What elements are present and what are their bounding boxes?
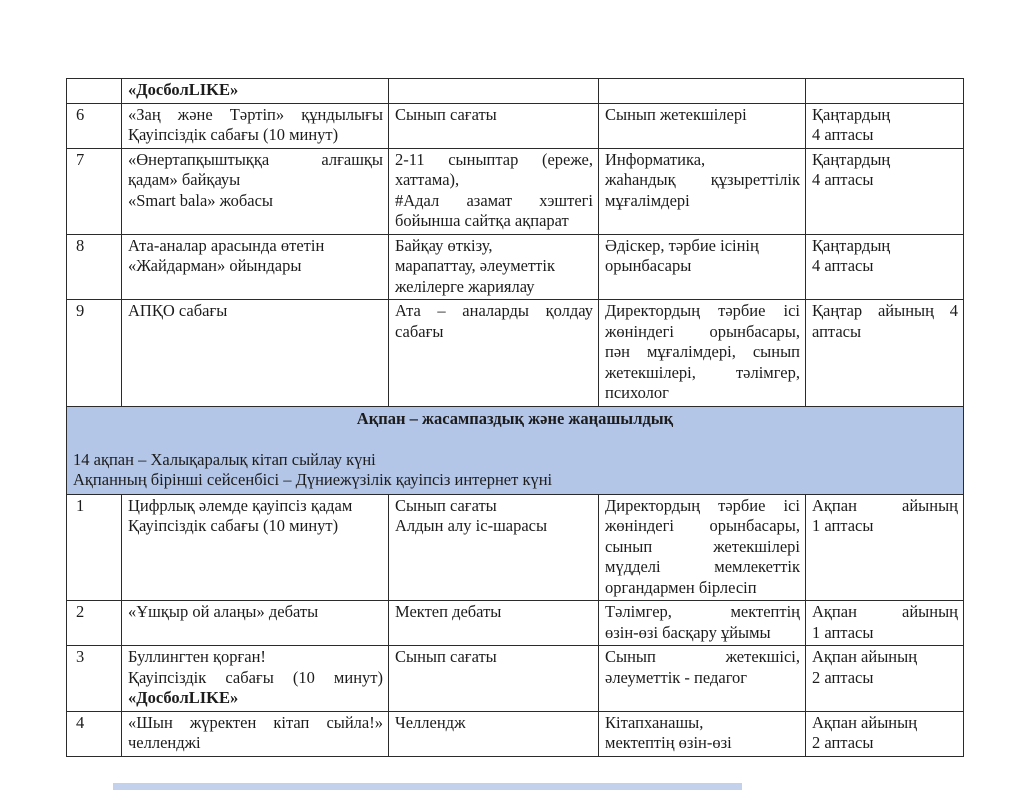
plan-table-body	[67, 79, 964, 757]
cell-line: 2-11 сыныптар (ереже,	[395, 149, 593, 169]
cell-line: «Заң және Тәртіп» құндылығы	[128, 104, 383, 124]
cell-line: «Шын жүректен кітап сыйла!»	[128, 712, 383, 732]
cell-line: әлеуметтік - педагог	[605, 667, 748, 687]
table-row	[67, 494, 964, 601]
cell-line: 1 аптасы	[812, 622, 874, 642]
cell-line: сынып жетекшілері	[605, 536, 800, 556]
cell-line: орынбасары	[605, 256, 692, 275]
cell-line: «Ұшқыр ой алаңы» дебаты	[128, 602, 319, 621]
cell-timing	[806, 711, 964, 756]
section-blank-line	[73, 429, 957, 450]
cell-responsible	[599, 234, 806, 300]
cell-responsible	[599, 103, 806, 148]
cell-number: 7	[67, 148, 122, 234]
table-row	[67, 103, 964, 148]
cell-line: Қаңтар айының 4	[812, 301, 958, 320]
cell-line: 4 аптасы	[812, 256, 874, 275]
cell-line: Кітапханашы,	[605, 712, 704, 732]
cell-number: 6	[67, 103, 122, 148]
cell-line: жетекшілері, тәлімгер,	[605, 362, 800, 382]
table-row	[67, 300, 964, 407]
cell-timing	[806, 148, 964, 234]
cell-line: мектептің өзін-өзі	[605, 733, 732, 752]
cell-line: Челлендж	[395, 712, 466, 732]
section-title: Ақпан – жасампаздық және жаңашылдық	[356, 408, 674, 428]
cell-line: «ДосболLIKE»	[128, 688, 239, 707]
cell-format	[389, 79, 599, 104]
cell-timing	[806, 601, 964, 646]
table-row	[67, 234, 964, 300]
cell-line: Байқау өткізу,	[395, 235, 493, 255]
cell-line: Алдын алу іс-шарасы	[395, 516, 548, 535]
cell-responsible	[599, 646, 806, 712]
cell-line: Қаңтардың	[812, 149, 891, 169]
table-row	[67, 646, 964, 712]
plan-table	[66, 78, 964, 757]
cell-line: мүдделі мемлекеттік	[605, 557, 800, 576]
cell-responsible	[599, 711, 806, 756]
cell-format	[389, 300, 599, 407]
cell-line: өзін-өзі басқару ұйымы	[605, 622, 771, 642]
cell-line: жаһандық құзыреттілік	[605, 170, 800, 189]
cell-number: 2	[67, 601, 122, 646]
cell-line: Сынып сағаты	[395, 104, 497, 124]
cell-line: қадам» байқауы	[128, 170, 241, 189]
cell-line: Қауіпсіздік сабағы (10 минут)	[128, 667, 383, 687]
cell-format	[389, 234, 599, 300]
cell-format	[389, 494, 599, 601]
table-row	[67, 79, 964, 104]
table-row	[67, 148, 964, 234]
cell-line: Ата – аналарды қолдау	[395, 301, 593, 320]
cell-responsible	[599, 601, 806, 646]
cell-timing	[806, 646, 964, 712]
cell-line: пән мұғалімдері, сынып	[605, 342, 800, 361]
section-header-row	[67, 406, 964, 494]
cell-timing	[806, 494, 964, 601]
section-note: Ақпанның бірінші сейсенбісі – Дүниежүзілік қауіпсіз интернет күні	[73, 470, 553, 489]
cell-line: 4 аптасы	[812, 125, 874, 144]
cell-line: Директордың тәрбие ісі	[605, 495, 800, 515]
cell-number: 8	[67, 234, 122, 300]
section-note: 14 ақпан – Халықаралық кітап сыйлау күні	[73, 449, 376, 469]
cell-timing	[806, 300, 964, 407]
cell-format	[389, 646, 599, 712]
cell-number: 1	[67, 494, 122, 601]
cell-line: Әдіскер, тәрбие ісінің	[605, 235, 759, 255]
cell-format	[389, 103, 599, 148]
cell-line: Сынып сағаты	[395, 647, 497, 666]
cell-line: Сынып сағаты	[395, 495, 497, 515]
section-header-cell	[67, 406, 964, 494]
cell-timing	[806, 103, 964, 148]
cell-line: Сынып жетекшісі,	[605, 647, 800, 666]
cell-line: «ДосболLIKE»	[128, 80, 239, 99]
cell-line: 2 аптасы	[812, 667, 874, 687]
table-row	[67, 601, 964, 646]
cell-responsible	[599, 494, 806, 601]
cell-line: Мектеп дебаты	[395, 602, 502, 621]
cell-line: желілерге жариялау	[395, 276, 535, 296]
cell-line: Ақпан айының	[812, 712, 918, 732]
cell-line: 2 аптасы	[812, 733, 874, 752]
cell-line: мұғалімдері	[605, 190, 690, 210]
cell-line: жөніндегі орынбасары,	[605, 516, 800, 535]
cell-line: «Өнертапқыштыққа алғашқы	[128, 149, 383, 169]
cell-timing	[806, 79, 964, 104]
cell-line: сабағы	[395, 321, 444, 341]
cell-responsible	[599, 148, 806, 234]
cell-format	[389, 711, 599, 756]
cell-line: органдармен бірлесіп	[605, 577, 757, 597]
cell-line: Ақпан айының	[812, 495, 958, 515]
cell-activity	[122, 601, 389, 646]
cell-line: бойынша сайтқа ақпарат	[395, 211, 569, 230]
cell-line: Сынып жетекшілері	[605, 104, 747, 124]
cell-line: аптасы	[812, 321, 862, 341]
cell-line: Ақпан айының	[812, 647, 918, 666]
cell-activity	[122, 646, 389, 712]
cell-activity	[122, 103, 389, 148]
cell-line: Директордың тәрбие ісі	[605, 301, 800, 320]
cell-line: Цифрлық әлемде қауіпсіз қадам	[128, 495, 353, 515]
cell-line: АПҚО сабағы	[128, 301, 228, 320]
cell-responsible	[599, 300, 806, 407]
cell-number: 4	[67, 711, 122, 756]
cell-line: Қаңтардың	[812, 235, 891, 255]
cell-line: Ақпан айының	[812, 602, 958, 621]
cell-line: Буллингтен қорған!	[128, 647, 266, 666]
cell-activity	[122, 79, 389, 104]
cell-number: 9	[67, 300, 122, 407]
cell-line: хаттама),	[395, 170, 460, 189]
next-page-section-sliver	[113, 783, 742, 790]
cell-line: 1 аптасы	[812, 516, 874, 535]
cell-line: #Адал азамат хэштегі	[395, 190, 593, 210]
cell-activity	[122, 234, 389, 300]
cell-line: Қауіпсіздік сабағы (10 минут)	[128, 516, 339, 535]
cell-line: Ата-аналар арасында өтетін	[128, 235, 325, 255]
cell-activity	[122, 494, 389, 601]
cell-line: челленджі	[128, 733, 201, 752]
cell-number: 3	[67, 646, 122, 712]
cell-timing	[806, 234, 964, 300]
cell-line: Тәлімгер, мектептің	[605, 602, 800, 621]
cell-responsible	[599, 79, 806, 104]
table-row	[67, 711, 964, 756]
cell-line: 4 аптасы	[812, 170, 874, 189]
cell-line: психолог	[605, 383, 669, 402]
cell-activity	[122, 711, 389, 756]
cell-activity	[122, 300, 389, 407]
cell-line: «Жайдарман» ойындары	[128, 256, 302, 275]
cell-number	[67, 79, 122, 104]
cell-line: жөніндегі орынбасары,	[605, 321, 800, 341]
cell-line: Қаңтардың	[812, 104, 891, 124]
cell-format	[389, 148, 599, 234]
cell-line: марапаттау, әлеуметтік	[395, 256, 555, 275]
cell-activity	[122, 148, 389, 234]
cell-line: Информатика,	[605, 149, 706, 169]
cell-line: Қауіпсіздік сабағы (10 минут)	[128, 125, 339, 144]
cell-line: «Smart bala» жобасы	[128, 190, 274, 210]
cell-format	[389, 601, 599, 646]
